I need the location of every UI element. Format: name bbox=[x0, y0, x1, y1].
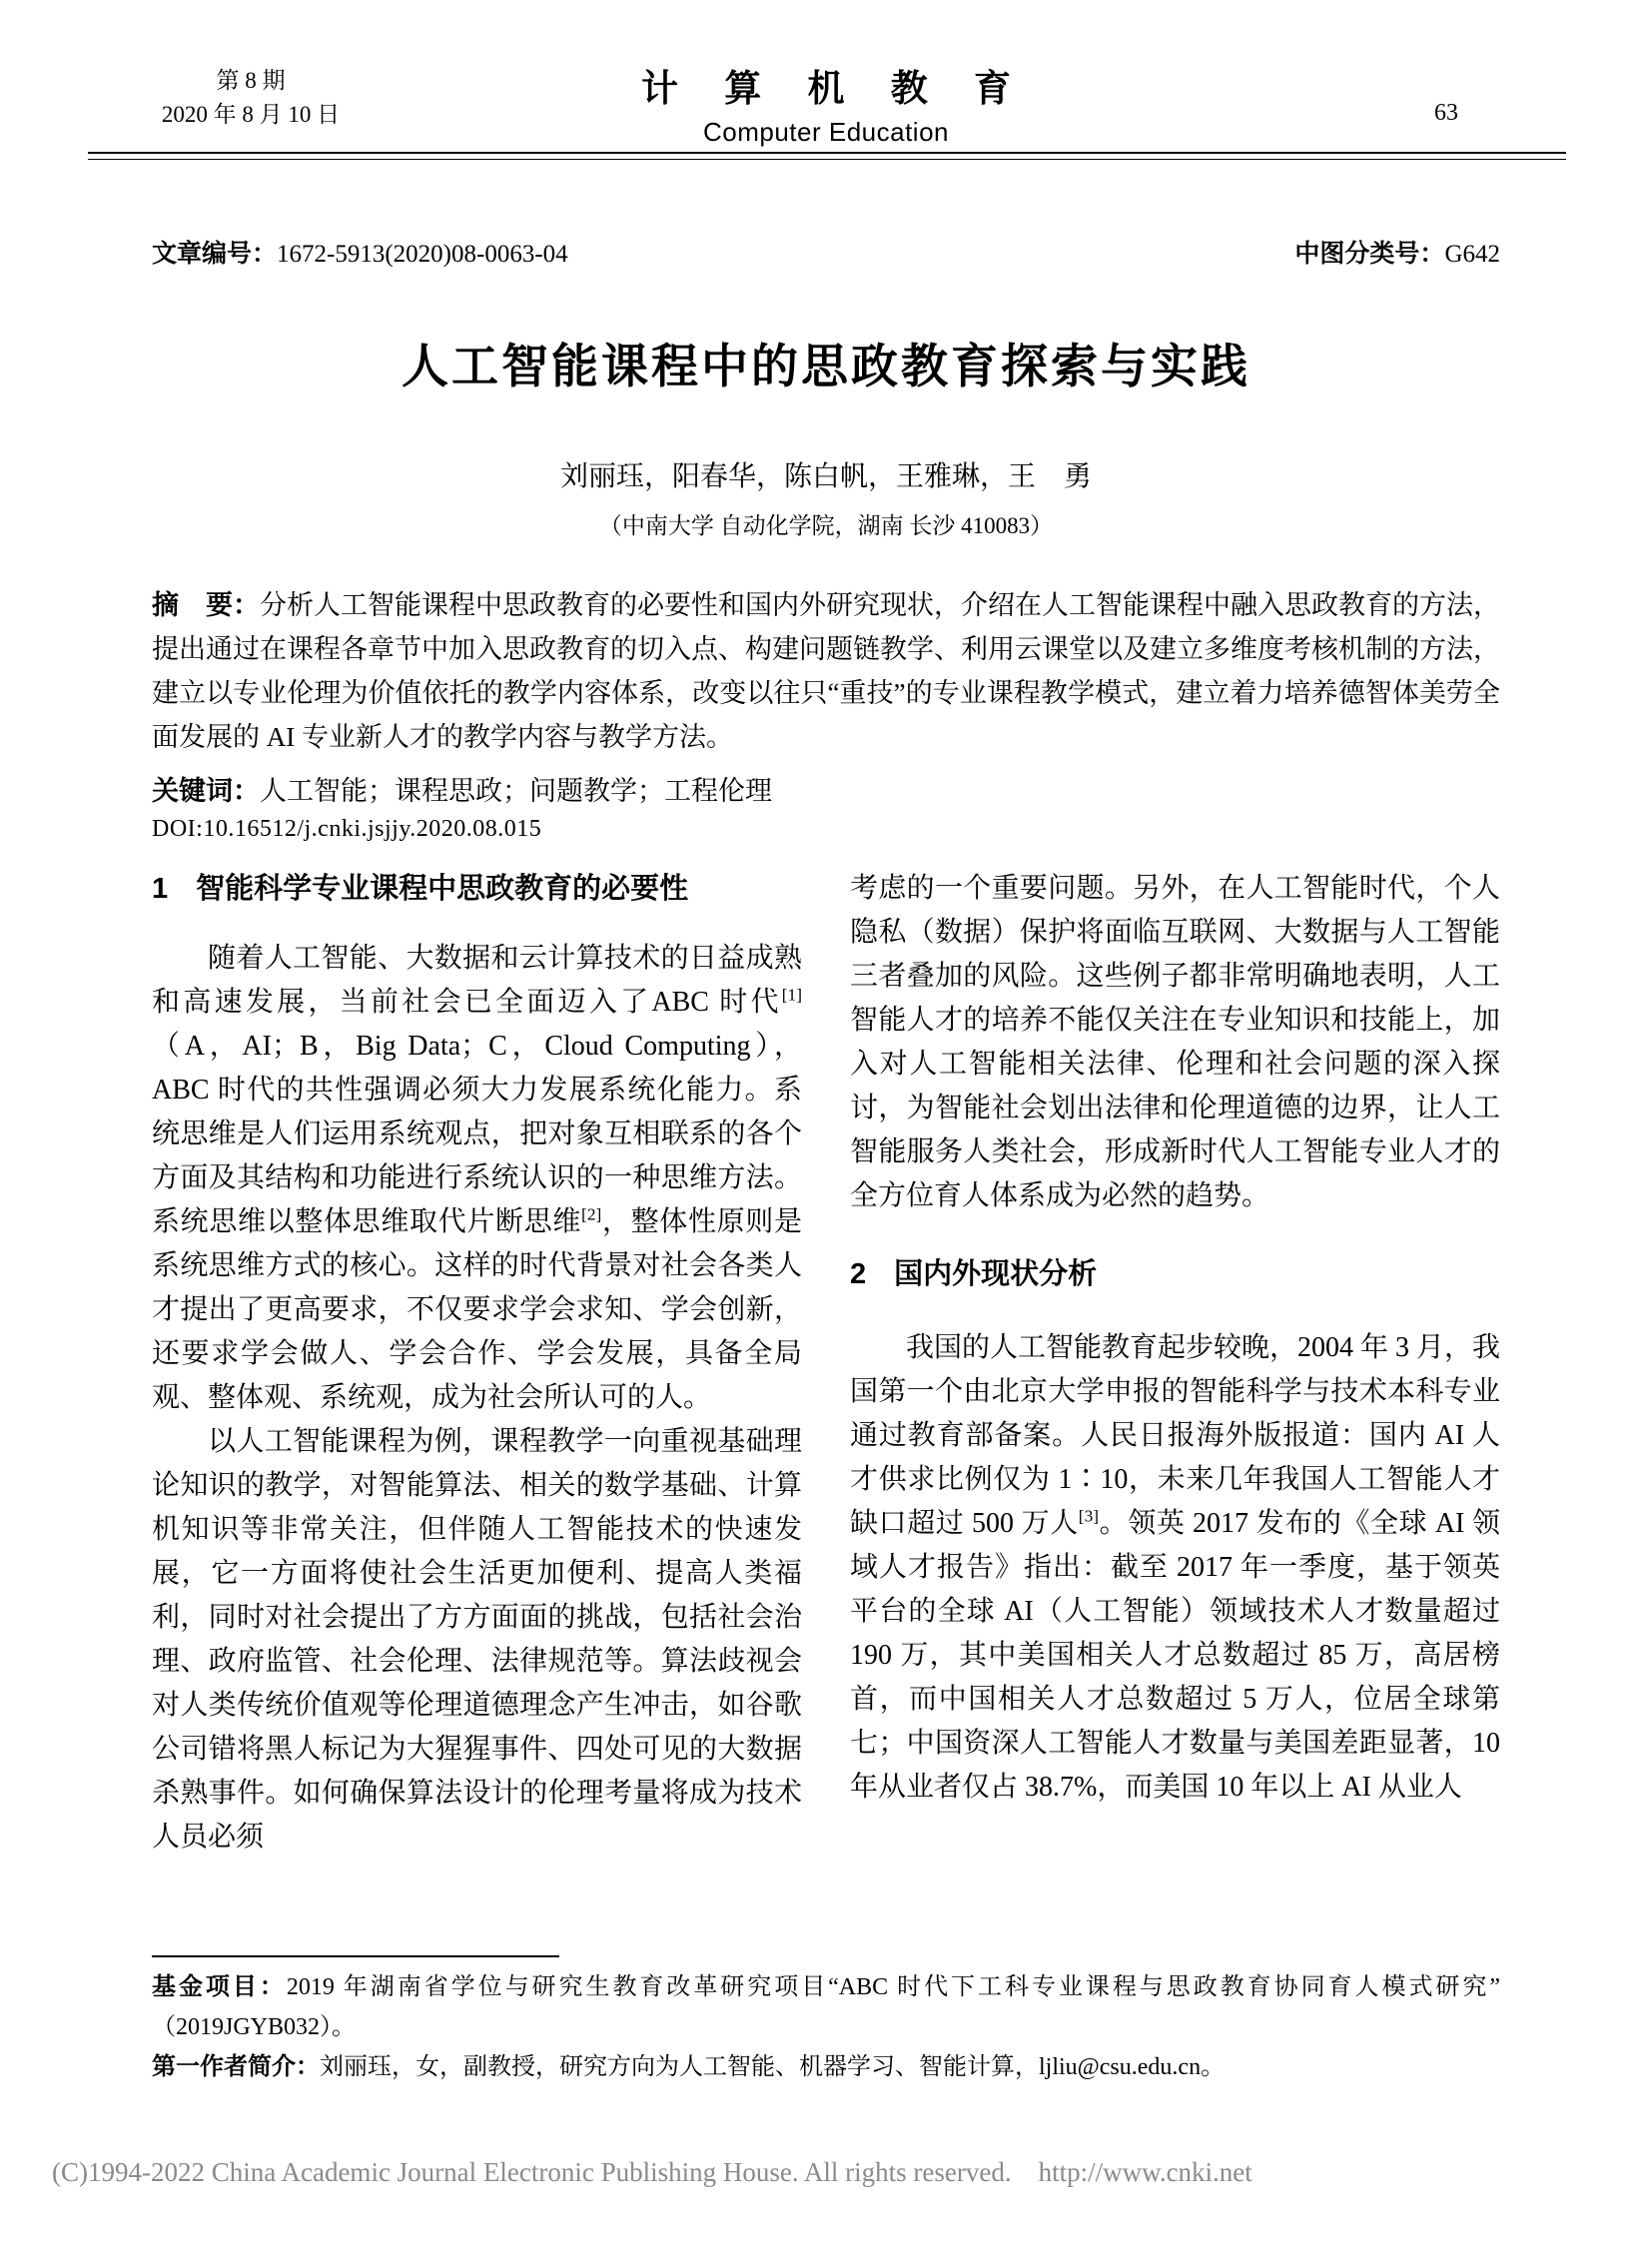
first-author-label: 第一作者简介： bbox=[152, 2053, 320, 2080]
article-title: 人工智能课程中的思政教育探索与实践 bbox=[402, 340, 1250, 392]
header-double-rule bbox=[88, 152, 1566, 160]
clc-value: G642 bbox=[1444, 241, 1500, 268]
clc-label: 中图分类号： bbox=[1294, 240, 1445, 268]
section-2-number: 2 bbox=[850, 1258, 867, 1290]
first-author-note bbox=[152, 2047, 1500, 2087]
abstract-label: 摘 要： bbox=[152, 590, 260, 620]
section-1-heading bbox=[152, 867, 802, 911]
article-number-label: 文章编号： bbox=[152, 240, 278, 268]
first-author-text: 刘丽珏，女，副教授，研究方向为人工智能、机器学习、智能计算，ljliu@csu.edu.cn。 bbox=[320, 2054, 1226, 2080]
citation-ref-2: [2] bbox=[581, 1204, 602, 1224]
journal-masthead bbox=[0, 58, 1652, 148]
footnote-block bbox=[152, 1955, 1500, 2087]
right-column bbox=[850, 867, 1500, 1943]
article-number bbox=[152, 234, 568, 270]
doi-line: DOI:10.16512/j.cnki.jsjjy.2020.08.015 bbox=[152, 816, 542, 842]
section-2-title: 国内外现状分析 bbox=[894, 1258, 1098, 1290]
copyright-line: (C)1994-2022 China Academic Journal Electronic Publishing House. All rights reserved. http://www.cnki.net bbox=[52, 2157, 1252, 2187]
article-meta-row bbox=[152, 234, 1500, 270]
keywords-label: 关键词： bbox=[152, 776, 260, 806]
paragraph-text: 随着人工智能、大数据和云计算技术的日益成熟和高速发展，当前社会已全面迈入了ABC 时代 bbox=[152, 943, 802, 1018]
section-1-paragraph-2: 以人工智能课程为例，课程教学一向重视基础理论知识的教学，对智能算法、相关的数学基础、计算机知识等非常关注，但伴随人工智能技术的快速发展，它一方面将使社会生活更加便利、提高人类福利，同时对社会提出了方方面面的挑战，包括社会治理、政府监管、社会伦理、法律规范等。算法歧视会对人类传统价值观等伦理道德理念产生冲击，如谷歌公司错将黑人标记为大猩猩事件、四处可见的大数据杀熟事件。如何确保算法设计的伦理考量将成为技术人员必须 bbox=[152, 1426, 802, 1853]
citation-ref-1: [1] bbox=[781, 985, 802, 1005]
keywords-text: 人工智能；课程思政；问题教学；工程伦理 bbox=[260, 776, 772, 806]
footnote-rule bbox=[152, 1955, 559, 1957]
body-columns bbox=[152, 867, 1500, 1943]
section-1-paragraph-2-continuation: 考虑的一个重要问题。另外，在人工智能时代，个人隐私（数据）保护将面临互联网、大数据与人工智能三者叠加的风险。这些例子都非常明确地表明，人工智能人才的培养不能仅关注在专业知识和技能上，加入对人工智能相关法律、伦理和社会问题的深入探讨，为智能社会划出法律和伦理道德的边界，让人工智能服务人类社会，形成新时代人工智能专业人才的全方位育人体系成为必然的趋势。 bbox=[850, 873, 1500, 1211]
section-1-number: 1 bbox=[152, 873, 169, 905]
citation-ref-3: [3] bbox=[1078, 1506, 1100, 1526]
paragraph-text: （A，AI；B，Big Data；C，Cloud Computing），ABC 时代的共性强调必须大力发展系统化能力。系统思维是人们运用系统观点，把对象互相联系的各个方面及其结构和功能进行系统认识的一种思维方法。系统思维以整体思维取代片断思维 bbox=[152, 1031, 802, 1237]
paragraph-text: 我国的人工智能教育起步较晚，2004 年 3 月，我国第一个由北京大学申报的智能科学与技术本科专业通过教育部备案。人民日报海外版报道：国内 AI 人才供求比例仅为 1∶10，未来几年我国人工智能人才缺口超过 500 万人 bbox=[850, 1332, 1500, 1539]
authors-line: 刘丽珏，阳春华，陈白帆，王雅琳，王 勇 bbox=[559, 461, 1092, 492]
funding-note bbox=[152, 1967, 1500, 2047]
abstract-block bbox=[152, 583, 1500, 759]
page-number: 63 bbox=[1434, 100, 1458, 126]
abstract-text: 分析人工智能课程中思政教育的必要性和国内外研究现状，介绍在人工智能课程中融入思政教育的方法，提出通过在课程各章节中加入思政教育的切入点、构建问题链教学、利用云课堂以及建立多维度考核机制的方法，建立以专业伦理为价值依托的教学内容体系，改变以往只“重技”的专业课程教学模式，建立着力培养德智体美劳全面发展的 AI 专业新人才的教学内容与教学方法。 bbox=[152, 590, 1500, 752]
section-2-heading bbox=[850, 1252, 1500, 1296]
issue-number: 第 8 期 bbox=[216, 68, 286, 93]
issue-date: 2020 年 8 月 10 日 bbox=[161, 102, 341, 127]
funding-label: 基金项目： bbox=[152, 1973, 287, 2000]
section-1-paragraph-1 bbox=[152, 937, 802, 1420]
left-column bbox=[152, 867, 802, 1943]
clc-number bbox=[1294, 234, 1500, 270]
section-1-title: 智能科学专业课程中思政教育的必要性 bbox=[196, 873, 689, 905]
affiliation-line: （中南大学 自动化学院，湖南 长沙 410083） bbox=[598, 513, 1054, 538]
section-2-paragraph-1 bbox=[850, 1326, 1500, 1810]
journal-title-en: Computer Education bbox=[702, 117, 950, 147]
funding-text: 2019 年湖南省学位与研究生教育改革研究项目“ABC 时代下工科专业课程与思政教育协同育人模式研究”（2019JGYB032）。 bbox=[152, 1974, 1500, 2040]
journal-title-cn: 计 算 机 教 育 bbox=[640, 68, 1030, 109]
paragraph-text: 。领英 2017 发布的《全球 AI 领域人才报告》指出：截至 2017 年一季度，基于领英平台的全球 AI（人工智能）领域技术人才数量超过 190 万，其中美国相关人才总数超过 85 万，高居榜首，而中国相关人才总数超过 5 万人，位居全球第七；中国资深人工智能人才数量与美国差距显著，10 年从业者仅占 38.7%，而美国 10 年以上 AI 从业人 bbox=[850, 1508, 1500, 1803]
keywords-block bbox=[152, 769, 1500, 808]
article-number-value: 1672-5913(2020)08-0063-04 bbox=[277, 241, 568, 268]
paragraph-text: ，整体性原则是系统思维方式的核心。这样的时代背景对社会各类人才提出了更高要求，不仅要求学会求知、学会创新，还要求学会做人、学会合作、学会发展，具备全局观、整体观、系统观，成为社会所认可的人。 bbox=[152, 1206, 802, 1413]
